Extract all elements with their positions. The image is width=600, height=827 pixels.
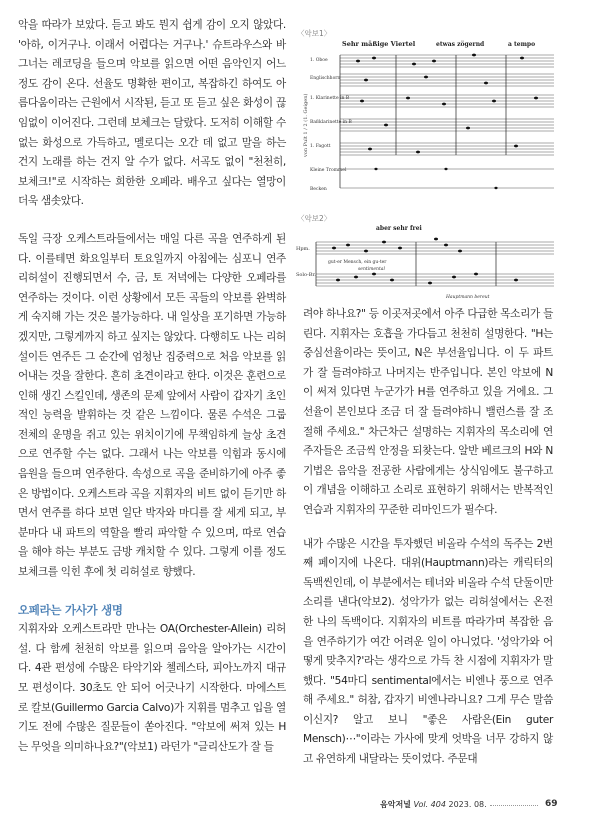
left-column [18, 16, 286, 757]
magazine-volume: Vol. 404 [413, 800, 446, 809]
body-paragraph: 려야 하나요?" 등 이곳저곳에서 아주 다급한 목소리가 들린다. 지휘자는 호흡을 가다듬고 천천히 설명한다. "H는 중심선율이라는 뜻이고, N은 부선율입니다. 이 두 파트가 잘 들려야하고 나머지는 반주입니다. 본인 악보에 N이 써져 있다면 누군가가 H를 연주하고 있을 거에요. 그 선율이 본인보다 조금 더 잘 들려야하니 밸런스를 잘 조절해 주세요." 차근차근 설명하는 지휘자의 목소리에 연주자들은 조금씩 안정을 되찾는다. 알반 베르크의 H와 N 기법은 음악을 전공한 사람에게는 상식임에도 불구하고 이 개념을 이해하고 소리로 표현하기 위해서는 반복적인 연습과 지휘자의 꾸준한 리마인드가 필수다. [303, 308, 553, 516]
body-paragraph: 악을 따라가 보았다. 듣고 봐도 뭔지 쉽게 감이 오지 않았다. '아하, 이거구나. 이래서 어렵다는 거구나.' 슈트라우스와 바그너는 레코딩을 들으며 악보를 읽으면 어떤 음악인지 어느 정도 감이 온다. 선율도 명확한 편이고, 복잡하긴 하여도 아름다움이라는 근원에서 시작된, 듣고 또 듣고 싶은 화성이 끊임없이 이어진다. 그런데 보체크는 달랐다. 도저히 이해할 수 없는 화성으로 가득하고, 멜로디는 오간 데 없고 말을 하는 건지 노래를 하는 건지 알 수가 없다. 서곡도 없이 "천천히, 보체크!"로 시작하는 희한한 오페라. 배우고 싶다는 열망이 더욱 샘솟았다. [18, 19, 286, 208]
right-column [303, 305, 553, 770]
section-heading: 오페라는 가사가 생명 [18, 602, 123, 617]
score-2-lyric: gut-er Mensch, ein gu-ter [328, 260, 387, 265]
score-2-image [296, 222, 554, 300]
instrument-label: 1. Klarinette in B [310, 96, 350, 101]
issue-date: 2023. 08. [448, 800, 487, 809]
instrument-label: Baßklarinette in B [310, 120, 352, 125]
score-1-marking: a tempo [508, 41, 536, 48]
body-paragraph: 지휘자와 오케스트라만 만나는 OA(Orchester-Allein) 리허설. 다 함께 천천히 악보를 읽으며 음악을 알아가는 시간이다. 4관 편성에 수많은 타악기와 첼레스타, 피아노까지 대규모 편성이다. 30초도 안 되어 어긋나기 시작한다. 마에스트로 칼보(Guillermo Garcia Calvo)가 지휘를 멈추고 입을 열기도 전에 수많은 질문들이 쏟아진다. "악보에 써져 있는 H는 무엇을 의미하나요?"(악보1) 라던가 "글리산도가 잘 들 [18, 623, 286, 753]
magazine-name: 음악저널 [380, 800, 411, 809]
instrument-label: 1. Oboe [310, 58, 328, 63]
score-1-side-text: von Pult 1 / 2 (1. Geigen) [303, 93, 309, 157]
page-footer [380, 799, 580, 813]
score-2-label: 〈악보2〉 [297, 214, 332, 223]
part-label: Solo-Br. [296, 272, 316, 278]
score-2-marking: sentimental [358, 267, 385, 272]
score-1-tempo: Sehr mäßige Viertel [342, 40, 416, 48]
score-1-label: 〈악보1〉 [297, 29, 332, 38]
instrument-label: Englischhorn [310, 76, 341, 81]
page-number: 69 [545, 799, 558, 809]
instrument-label: Kleine Trommel [310, 168, 347, 173]
footer-divider [490, 805, 538, 806]
body-paragraph: 독일 극장 오케스트라들에서는 매일 다른 곡을 연주하게 된다. 이를테면 화요일부터 토요일까지 아침에는 심포니 연주 리허설이 진행되면서 수, 금, 토 저녁에는 다양한 오페라를 연주하는 것이다. 이런 상황에서 모든 곡들의 악보를 완벽하게 숙지해 가는 것은 불가능하다. 내 일상을 포기하면 가능하겠지만, 그렇게까지 하고 싶지는 않았다. 다행히도 나는 리허설이든 연주든 그 순간에 엄청난 집중력으로 처음 악보를 읽어내는 것을 잘한다. 흔히 초견이라고 한다. 이것은 훈련으로 인해 생긴 스킬인데, 생존의 문제 앞에서 사람이 갑자기 초인적인 능력을 발휘하는 것 같은 느낌이다. 물론 수석은 그룹 전체의 운명을 쥐고 있는 위치이기에 무책임하게 늘상 초견으로 연주할 수는 없다. 그래서 나는 악보를 익힘과 동시에 음원을 들으며 연주한다. 속성으로 곡을 준비하기에 아주 좋은 방법이다. 오케스트라 곡을 지휘자의 비트 없이 듣기만 하면서 연주를 하다 보면 일단 박자와 마디를 잘 세게 되고, 부분마다 내 파트의 역할을 빨리 파악할 수 있으며, 따로 연습을 해야 하는 부분도 금방 캐치할 수 있다. 그렇게 이를 정도 보체크를 익힌 후에 첫 리허설로 향했다. [18, 232, 286, 579]
part-label: Hpm. [296, 246, 310, 252]
score-1-marking: etwas zögernd [436, 41, 485, 48]
body-paragraph: 내가 수많은 시간을 투자했던 비올라 수석의 독주는 2번째 페이지에 나온다. 대위(Hauptmann)라는 캐릭터의 독백씬인데, 이 부분에서는 테너와 비올라 수석 단둘이만 소리를 낸다(악보2). 성악가가 없는 리허설에서는 온전한 나의 독백이다. 지휘자의 비트를 따라가며 복잡한 음을 연주하기가 여간 어려운 일이 아니었다. '성악가와 어떻게 맞추지?'라는 생각으로 가득 찬 시점에 지휘자가 말했다. "54마디 sentimental에서는 비엔나 풍으로 연주 해 주세요." 허참, 갑자기 비엔나라니요? 그게 무슨 말씀이신지? 알고 보니 "좋은 사람은(Ein guter Mensch)⋯"이라는 가사에 맞게 엇박을 너무 강하지 않고 유연하게 내달라는 뜻이었다. 주문대 [303, 537, 553, 766]
instrument-label: 1. Fagott [310, 144, 331, 149]
score-2-tempo: aber sehr frei [376, 225, 422, 232]
score-2-footnote: Hauptmann bereut [446, 295, 490, 300]
score-1-image [296, 37, 554, 205]
instrument-label: Becken [310, 187, 327, 192]
